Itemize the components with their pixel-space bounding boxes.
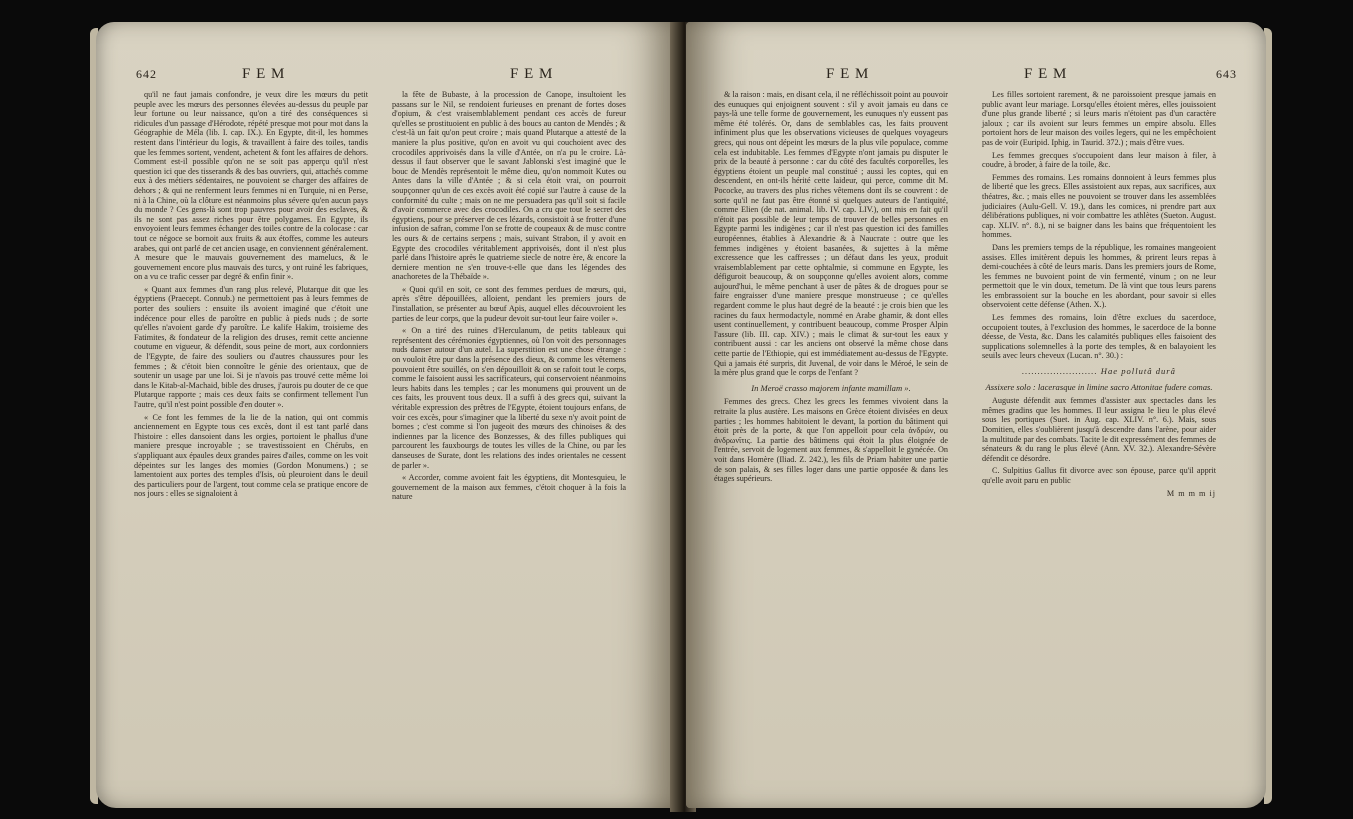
paragraph: Femmes des grecs. Chez les grecs les femmes vivoient dans la retraite la plus austère. Les maisons en Grèce étoient divisées en deux parties ; les hommes habitoient le devant, la portion du bâtiment qui étoit près de la porte, & que l'on appelloit pour cela ἀνδρών, ou ἀνδρωνῖτις. La partie des bâtimens qui étoit la plus éloignée de l'entrée, servoit de logement aux femmes, & s'appelloit le gynécée. On voit dans Homère (Iliad. Ζ. 242.), les fils de Priam habiter une partie de son palais, & ses filles loger dans une partie opposée & dans les étages supérieurs. [714, 397, 948, 484]
paragraph: la fête de Bubaste, à la procession de Canope, insultoient les passans sur le Nil, se rendoient furieuses en prenant de fortes doses d'opium, & c'est vraisemblablement pendant ces accès de fureur qu'elles se prostituoient en public à des boucs au canton de Mendès ; & c'est-là un fait qu'on peut croire ; mais quand Plutarque a attesté de la maniere la plus positive, qu'on en avoit vu qui couchoient avec des crocodiles apprivoisés dans la ville d'Antée, on n'a pu le croire. Là-dessus il faut observer que le savant Jablonski s'est imaginé que le bouc de Mendès représentoit le même dieu, qu'on nommoit Kutes ou Antes dans la ville d'Antée ; & si cela étoit vrai, on pourroit soupçonner qu'un de ces excès avoit été copié sur l'autre à cause de la conformité du culte ; mais on ne me persuadera pas qu'il soit si facile d'avoir commerce avec des crocodiles. On a cru que tout le secret des égyptiens, pour se préserver de ces lézards, consistoit à se frotter d'une infusion de safran, comme l'on se frotte de coupeaux & de musc contre les ours & de certains serpens ; mais, suivant Strabon, il y avoit en Egypte des crocodiles véritablement apprivoisés, dont il n'est plus parlé dans l'histoire après le quatrieme siecle de notre ère, & encore la derniere mention ne s'en trouve-t-elle que dans les légendes des anachoretes de la Thébaïde ». [392, 90, 626, 282]
right-page [686, 22, 1266, 808]
paragraph: Dans les premiers temps de la république, les romaines mangeoient assises. Elles imitèrent depuis les hommes, & prirent leurs repas à demi-couchées à côté de leurs maris. Dans les premiers jours de Rome, les femmes ne buvoient point de vin fermenté, vinum ; on ne leur permettoit que le vin doux, temetum. De là vint que tous leurs parens les embrassoient sur la bouche en les abordant, pour savoir si elles observoient cette défense (Athen. X.). [982, 242, 1216, 310]
left-running-head-1: F E M [242, 66, 286, 82]
open-book [96, 22, 1266, 812]
latin-quote: Assixere solo : lacerasque in limine sacro Attonitae fudere comas. [985, 381, 1213, 392]
paragraph: « On a tiré des ruines d'Herculanum, de petits tableaux qui représentent des cérémonies égyptiennes, où l'on voit des personnages nuds danser autour d'un autel. La superstition est une chose étrange : on vouloit être pur dans la présence des dieux, & comme les vêtemens pouvoient être souillés, on s'en dépouilloit & on se rafoit tout le corps, comme le faisoient aussi les sacrificateurs, qui conservoient néanmoins leurs habits dans les temples ; car les monumens qui prouvent un de ces faits, les prouvent tous deux. Il a suffi à des grecs qui, suivant la véritable expression des prêtres de l'Egypte, étoient toujours enfans, de voir ces excès, pour s'imaginer que la liberté du sexe n'y avoit point de bornes ; c'est comme si l'on jugeoit des mœurs des chinoises & des indiennes par la licence des Bonzesses, & des filles publiques qui parcourent les fauxbourgs de toutes les villes de la Chine, ou par les danseuses de Surate, dont les relations des indes orientales ne cessent de parler ». [392, 326, 626, 470]
paragraph: « Quant aux femmes d'un rang plus relevé, Plutarque dit que les égyptiens (Praecept. Connub.) ne permettoient pas à leurs femmes de porter des souliers : ensuite ils avoient imaginé que c'étoit une indécence pour elles de paroître en public à pieds nuds ; de sorte qu'elles n'avoient garde d'y paroître. Le kalife Hakim, troisieme des Fatimites, & fondateur de la religion des druses, remit cette ancienne coutume en vigueur, & défendit, sous peine de mort, aux cordonniers de l'Egypte, de faire des souliers ou d'autres chaussures pour les femmes ; & c'étoit bien connoître le génie des orientaux, que de soutenir un usage par une loi. Si je n'avois pas trouvé cette même loi dans le Kitab-al-Machaid, bible des druses, j'aurois pu douter de ce que Plutarque rapporte ; mais ces deux faits se confirment tellement l'un l'autre, qu'il n'est point possible d'en douter ». [134, 284, 368, 409]
left-running-head-2: F E M [510, 66, 554, 82]
latin-quote: ........................ Hae pollutâ durâ [1022, 366, 1176, 377]
right-column-1 [714, 90, 948, 487]
paragraph: Femmes des romains. Les romains donnoient à leurs femmes plus de liberté que les grecs. Elles assistoient aux repas, aux sacrifices, aux théatres, &c. ; mais elles ne pouvoient se trouver dans les assemblées judiciaires (Aulu-Gell. V. 19.), dans les comices, ni prendre part aux délibérations publiques, ni voir combattre les athlètes (Sueton. August. cap. XLIV. n°. 8.), ni se baigner dans les bains que fréquentoient les hommes. [982, 172, 1216, 240]
paragraph: « Accorder, comme avoient fait les égyptiens, dit Montesquieu, le gouvernement de la maison aux femmes, c'étoit choquer à la fois la nature [392, 473, 626, 502]
left-page [96, 22, 679, 808]
left-column-2 [392, 90, 626, 505]
paragraph: « Quoi qu'il en soit, ce sont des femmes perdues de mœurs, qui, après s'être dépouillées, alloient, pendant les premiers jours de l'installation, se présenter au bœuf Apis, auquel elles découvroient les parties de leur corps, que la pudeur devoit sur-tout leur faire voiler ». [392, 284, 626, 323]
paragraph: Les filles sortoient rarement, & ne paroissoient presque jamais en public avant leur mariage. Lorsqu'elles étoient mères, elles jouissoient d'une plus grande liberté ; si leurs maris n'étoient pas d'un caractère jaloux ; car ils avoient sur leurs femmes un empire absolu. Elles portoient hors de leur maison des voiles legers, qui ne les empêchoient pas de voir (Euripid. Iphig. in Taurid. 372.) ; mais d'être vues. [982, 90, 1216, 147]
paragraph: qu'il ne faut jamais confondre, je veux dire les mœurs du petit peuple avec les mœurs des personnes élevées au-dessus du peuple par leur fortune ou leur naissance, qu'on a tiré des conséquences si ridicules d'un passage d'Hérodote, répété presque mot pour mot dans la Géographie de Méla (lib. I. cap. IX.). En Egypte, dit-il, les hommes restent dans l'intérieur du logis, & travaillent à faire des toiles, tandis que les femmes sortent, vendent, achetent & font les affaires de dehors. Comment est-il possible qu'on ne se soit pas apperçu qu'il n'est question ici que des tisserands & des bas ouvriers, qui, attachés comme eux à des métiers sédentaires, ne pouvoient se charger des affaires de dehors ; & qui ne renferment leurs femmes ni en Turquie, ni en Perse, ni à la Chine, où la clôture est néanmoins plus sévere qu'en aucun pays du monde ? Ces gens-là sont trop pauvres pour avoir des esclaves, & ils ne sont pas assez riches pour être polygames. En Egypte, ils envoyoient leurs femmes échanger des toiles contre de la colocase : car tout ce négoce se bornoit aux fruits & aux étoffes, comme les auteurs arabes, qui ont parlé de cet ancien usage, en conviennent généralement. A mesure que le mauvais gouvernement des mamelucs, & le gouvernement encore plus mauvais des turcs, y ont ruiné les fabriques, on a vu ce trafic cesser par degré & enfin finir ». [134, 90, 368, 282]
paragraph: C. Sulpitius Gallus fit divorce avec son épouse, parce qu'il apprit qu'elle avoit paru en public [982, 466, 1216, 485]
paragraph: « Ce font les femmes de la lie de la nation, qui ont commis anciennement en Egypte tous ces excès, dont il est tant parlé dans l'histoire : elles dansoient dans les orgies, portoient le phallus d'une maniere presque incroyable ; se travestissoient en Chérubs, en s'appliquant aux épaules deux grandes paires d'ailes, comme on les voit dépeintes sur les langes des momies (Gordon Monumens.) ; se lamentoient aux portes des temples d'Isis, où pleuroient dans le deuil des particuliers pour de l'argent, tout comme cela se pratique encore de nos jours : elles se signaloient à [134, 412, 368, 499]
right-running-head-2: F E M [1024, 66, 1068, 82]
left-column-1 [134, 90, 368, 502]
paragraph: Les femmes des romains, loin d'être exclues du sacerdoce, occupoient toutes, à l'exclusion des hommes, le sacerdoce de la bonne déesse, de Vesta, &c. Dans les calamités publiques elles faisoient des supplications solemnelles à la porte des temples, & en balayoient les seuils avec leurs cheveux (Lucan. n°. 30.) : [982, 313, 1216, 361]
paragraph: & la raison : mais, en disant cela, il ne réfléchissoit point au pouvoir des eunuques qui enjoignent souvent : s'il y avoit jamais eu dans ce pays-là une telle forme de gouvernement, les eunuques n'y eussent pas même été tolérés. Or, dans de semblables cas, les faits prouvent infiniment plus que les observations vicieuses de quelques voyageurs grecs, qui nous ont dépeint les mœurs de la plus vile populace, comme cela est indubitable. Les femmes d'Egypte n'ont jamais pu disputer le prix de la beauté à personne : car du côté des facultés corporelles, les égyptiens étoient un peuple mal constitué ; aussi les coptes, qui en descendent, en ont-ils hérité cette laideur, qui perce, comme dit M. Pococke, au travers des plus riches vêtemens dont ils se couvrent : de sorte qu'il ne faut pas être étonné si quelques auteurs de l'antiquité, comme Elien (de nat. animal. lib. IV. cap. LIV.), ont mis en fait qu'il n'étoit pas possible de leur temps de trouver de belles personnes en Egypte parmi les indigènes ; car il n'est pas question ici des familles européennes, établies à Alexandrie & à Naucrate : outre que les femmes indigènes y étoient basanées, & sujettes à la même excressence que les caffresses ; un défaut dans les yeux, produit vraisemblablement par cette ophtalmie, si commune en Egypte, les défiguroit beaucoup, & on soupçonne qu'elles avoient alors, comme aujourd'hui, le même penchant à user de pâtes & de drogues pour se faire engraisser d'une maniere presque monstrueuse ; ce qu'elles regardent comme le plus haut degré de la beauté : je crois bien que les racines du faux hermodactyle, nommé en Arabe ghamir, & dont elles usent continuellement, y contribuent beaucoup, comme Prosper Alpin l'assure (lib. III. cap. XIV.) ; mais le climat & sur-tout les eaux y contribuent aussi : car les anciens ont observé la même chose dans cette partie de l'Ethiopie, qui est immédiatement au-dessus de l'Egypte. Qui a jamais été surpris, dit Juvenal, de voir dans le Méroé, le sein de la mère plus grand que le corps de l'enfant ? [714, 90, 948, 378]
right-column-2 [982, 90, 1216, 501]
right-page-number: 643 [1216, 67, 1237, 81]
signature-mark: M m m m ij [1166, 488, 1216, 498]
paragraph: Les femmes grecques s'occupoient dans leur maison à filer, à coudre, à broder, à faire de la toile, &c. [982, 150, 1216, 170]
paragraph: Auguste défendit aux femmes d'assister aux spectacles dans les mêmes gradins que les hommes. Il leur assigna le lieu le plus élevé sous les portiques (Suet. in Aug. cap. XLIV. n°. 6.). Mais, sous Domitien, elles s'oublièrent jusqu'à descendre dans l'arène, pour aider la multitude par des combats. Tacite le dit expressément des femmes de sénateurs & du rang le plus élevé (Ann. XV. 32.). Alexandre-Sévère défendit ce désordre. [982, 396, 1216, 463]
right-running-head-1: F E M [826, 66, 870, 82]
latin-quote: In Meroë crasso majorem infante mamillam ». [751, 382, 911, 393]
left-page-number: 642 [136, 67, 157, 81]
